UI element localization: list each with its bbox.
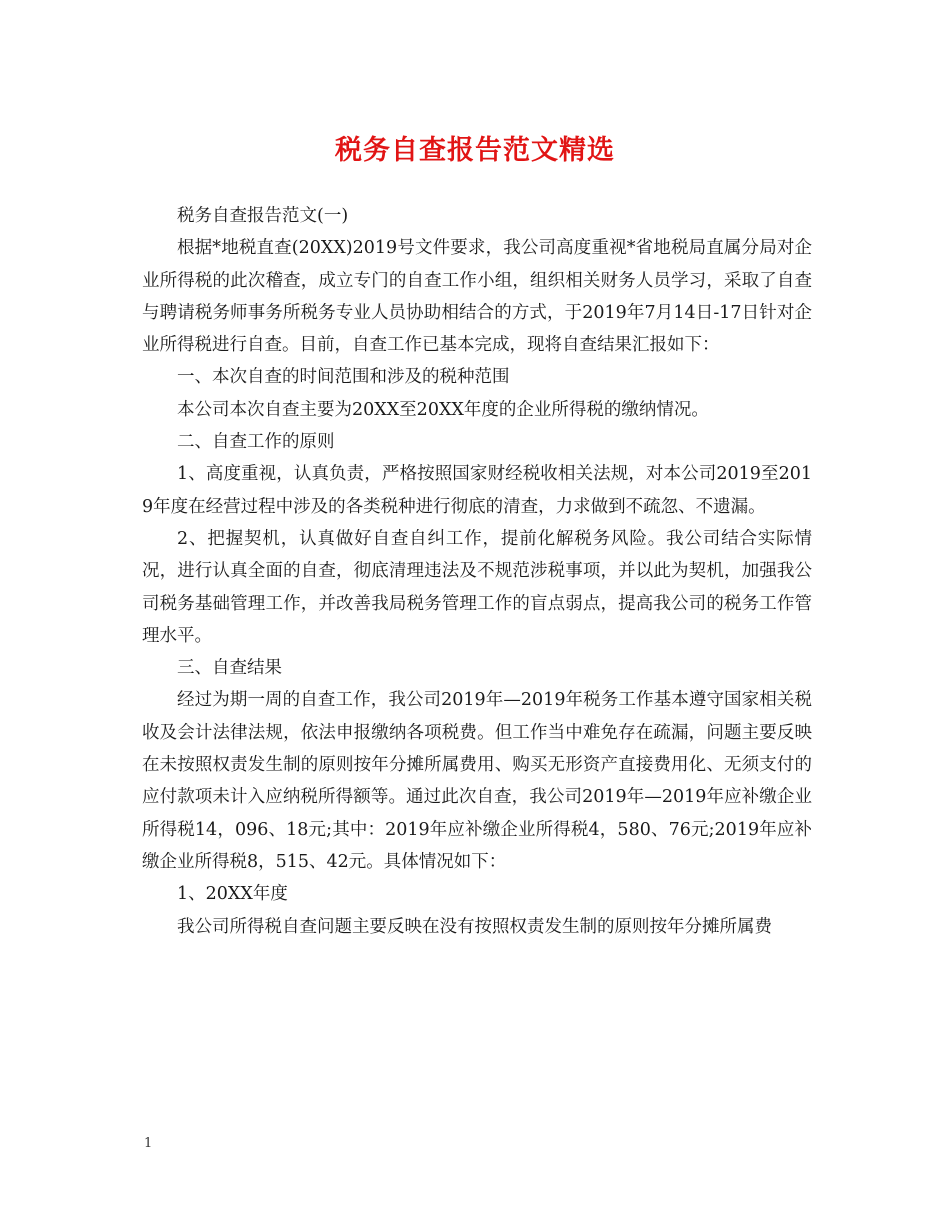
section-heading-principles: 二、自查工作的原则 <box>177 432 335 453</box>
section-heading-results: 三、自查结果 <box>177 658 282 679</box>
paragraph-principle-1: 1、高度重视，认真负责，严格按照国家财经税收相关法规，对本公司2019至2019年度在经营过程中涉及的各类税种进行彻底的清查，力求做到不疏忽、不遗漏。 <box>142 464 812 517</box>
paragraph-year-detail: 我公司所得税自查问题主要反映在没有按照权责发生制的原则按年分摊所属费 <box>177 916 772 937</box>
page-number: 1 <box>144 1136 153 1151</box>
paragraph-scope: 本公司本次自查主要为20XX至20XX年度的企业所得税的缴纳情况。 <box>177 399 709 420</box>
subsection-heading-year: 1、20XX年度 <box>177 884 288 905</box>
paragraph-intro: 根据*地税直查(20XX)2019号文件要求，我公司高度重视*省地税局直属分局对企业所得税的此次稽查，成立专门的自查工作小组，组织相关财务人员学习，采取了自查与聘请税务师事务所税务专业人员协助相结合的方式，于2019年7月14日-17日针对企业所得税进行自查。目前，自查工作已基本完成，现将自查结果汇报如下： <box>142 238 812 356</box>
section-heading-scope: 一、本次自查的时间范围和涉及的税种范围 <box>177 367 510 388</box>
paragraph-results: 经过为期一周的自查工作，我公司2019年—2019年税务工作基本遵守国家相关税收及会计法律法规，依法申报缴纳各项税费。但工作当中难免存在疏漏，问题主要反映在未按照权责发生制的原则按年分摊所属费用、购买无形资产直接费用化、无须支付的应付款项未计入应纳税所得额等。通过此次自查，我公司2019年—2019年应补缴企业所得税14，096、18元;其中：2019年应补缴企业所得税4，580、76元;2019年应补缴企业所得税8，515、42元。具体情况如下： <box>142 690 812 872</box>
paragraph-heading-sample-1: 税务自查报告范文(一) <box>177 206 349 226</box>
document-body <box>142 200 812 943</box>
paragraph-principle-2: 2、把握契机，认真做好自查自纠工作，提前化解税务风险。我公司结合实际情况，进行认真全面的自查，彻底清理违法及不规范涉税事项，并以此为契机，加强我公司税务基础管理工作，并改善我局税务管理工作的盲点弱点，提高我公司的税务工作管理水平。 <box>142 528 812 646</box>
document-title: 税务自查报告范文精选 <box>335 135 615 166</box>
